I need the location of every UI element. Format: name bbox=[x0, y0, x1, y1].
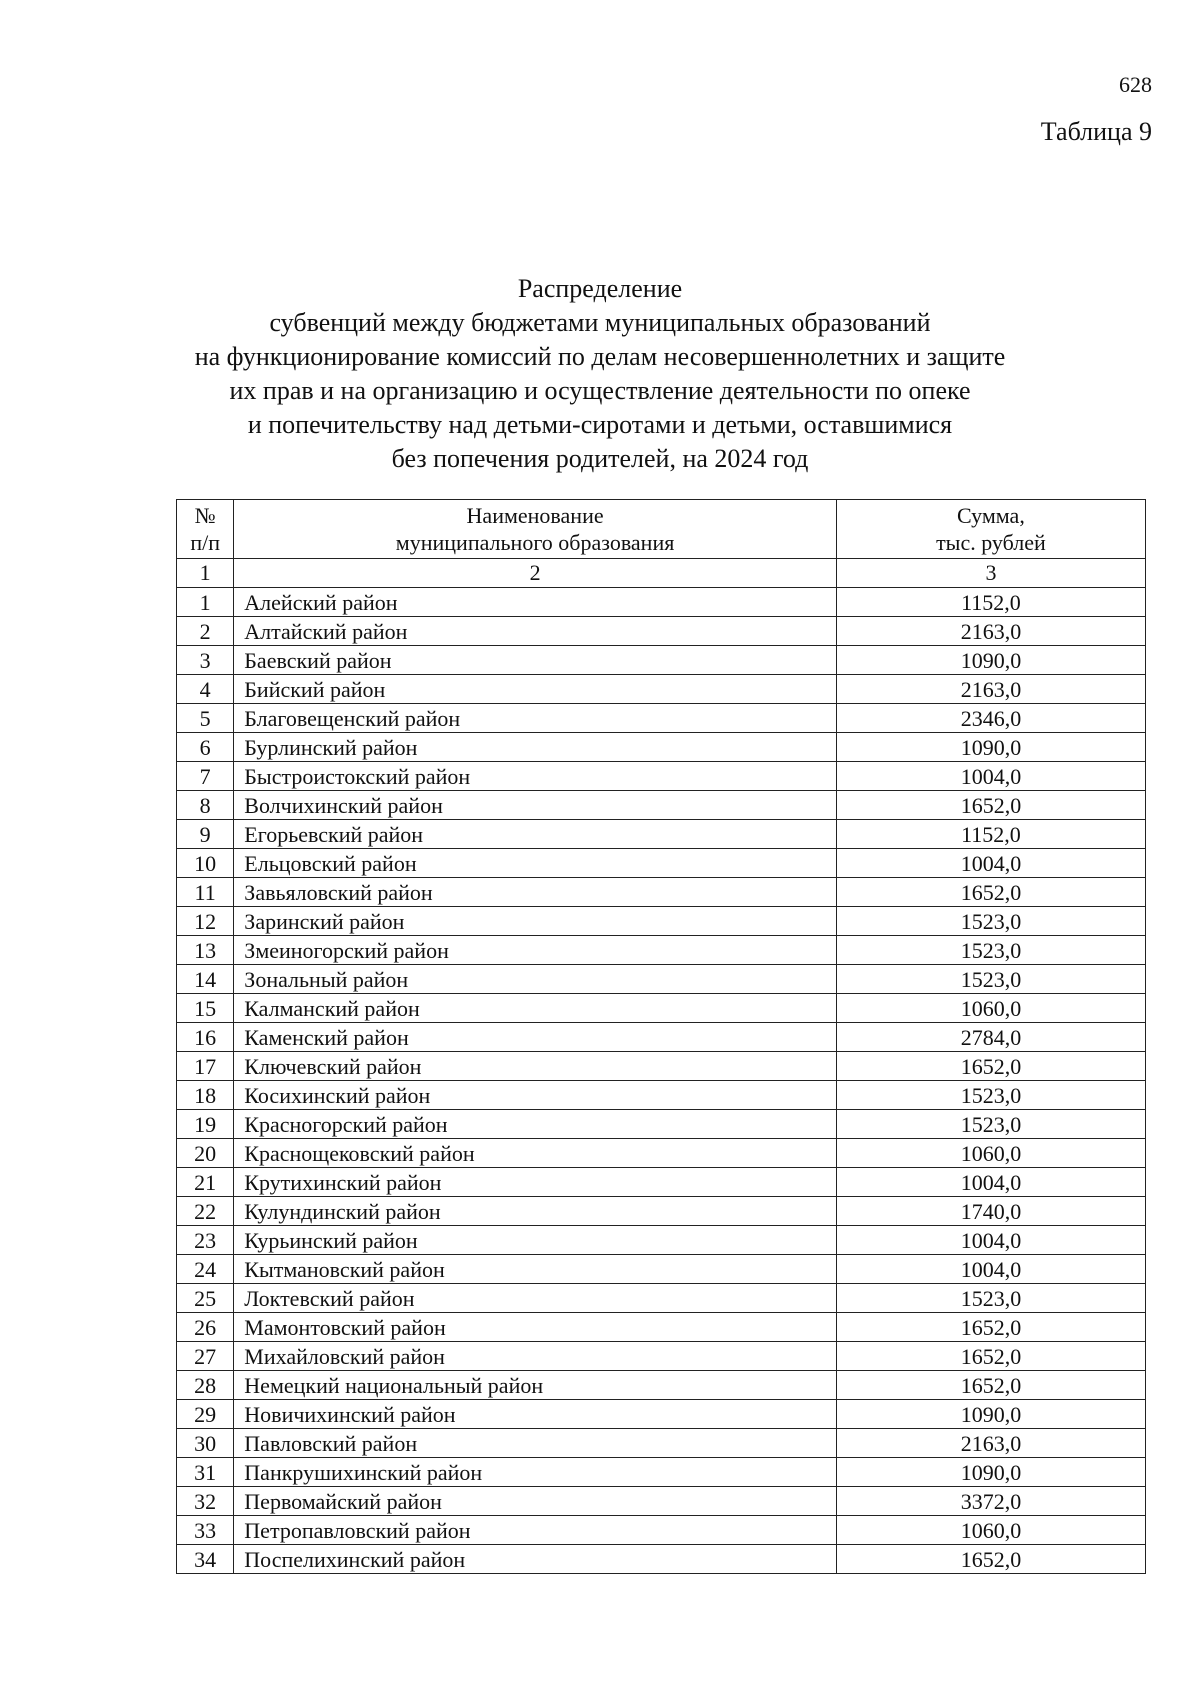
row-name: Первомайский район bbox=[234, 1487, 837, 1516]
row-number: 15 bbox=[177, 994, 234, 1023]
header-name-line: Наименование bbox=[466, 503, 604, 528]
header-sum-line: Сумма, bbox=[957, 503, 1025, 528]
column-index: 2 bbox=[234, 559, 837, 588]
row-name: Красногорский район bbox=[234, 1110, 837, 1139]
row-number: 25 bbox=[177, 1284, 234, 1313]
title-line: без попечения родителей, на 2024 год bbox=[391, 444, 809, 473]
distribution-table bbox=[176, 499, 1146, 1574]
row-name: Поспелихинский район bbox=[234, 1545, 837, 1574]
table-row bbox=[177, 1342, 1146, 1371]
row-number: 8 bbox=[177, 791, 234, 820]
row-number: 31 bbox=[177, 1458, 234, 1487]
row-name: Немецкий национальный район bbox=[234, 1371, 837, 1400]
row-sum: 1060,0 bbox=[836, 994, 1145, 1023]
table-row bbox=[177, 1023, 1146, 1052]
table-row bbox=[177, 820, 1146, 849]
row-number: 12 bbox=[177, 907, 234, 936]
row-name: Баевский район bbox=[234, 646, 837, 675]
table-row bbox=[177, 1081, 1146, 1110]
table-row bbox=[177, 849, 1146, 878]
document-title bbox=[150, 272, 1050, 476]
row-sum: 1004,0 bbox=[836, 1168, 1145, 1197]
table-row bbox=[177, 791, 1146, 820]
row-sum: 2346,0 bbox=[836, 704, 1145, 733]
table-row bbox=[177, 704, 1146, 733]
title-line: на функционирование комиссий по делам несовершеннолетних и защите bbox=[194, 342, 1006, 371]
table-row bbox=[177, 1110, 1146, 1139]
row-sum: 1652,0 bbox=[836, 1342, 1145, 1371]
row-sum: 3372,0 bbox=[836, 1487, 1145, 1516]
row-sum: 1004,0 bbox=[836, 762, 1145, 791]
table-row bbox=[177, 1487, 1146, 1516]
row-number: 9 bbox=[177, 820, 234, 849]
table-row bbox=[177, 1545, 1146, 1574]
row-number: 7 bbox=[177, 762, 234, 791]
row-sum: 1004,0 bbox=[836, 1255, 1145, 1284]
table-row bbox=[177, 878, 1146, 907]
row-name: Панкрушихинский район bbox=[234, 1458, 837, 1487]
table-row bbox=[177, 1226, 1146, 1255]
row-name: Петропавловский район bbox=[234, 1516, 837, 1545]
row-sum: 2784,0 bbox=[836, 1023, 1145, 1052]
table-row bbox=[177, 994, 1146, 1023]
row-number: 11 bbox=[177, 878, 234, 907]
row-name: Ельцовский район bbox=[234, 849, 837, 878]
row-number: 24 bbox=[177, 1255, 234, 1284]
row-name: Мамонтовский район bbox=[234, 1313, 837, 1342]
row-name: Локтевский район bbox=[234, 1284, 837, 1313]
table-row bbox=[177, 1400, 1146, 1429]
row-number: 30 bbox=[177, 1429, 234, 1458]
table-label: Таблица 9 bbox=[1040, 117, 1152, 146]
row-sum: 1004,0 bbox=[836, 1226, 1145, 1255]
row-sum: 1523,0 bbox=[836, 907, 1145, 936]
row-sum: 1652,0 bbox=[836, 1371, 1145, 1400]
row-name: Бийский район bbox=[234, 675, 837, 704]
row-sum: 1004,0 bbox=[836, 849, 1145, 878]
row-name: Завьяловский район bbox=[234, 878, 837, 907]
row-name: Благовещенский район bbox=[234, 704, 837, 733]
row-sum: 2163,0 bbox=[836, 617, 1145, 646]
title-line: субвенций между бюджетами муниципальных образований bbox=[269, 308, 931, 337]
row-name: Волчихинский район bbox=[234, 791, 837, 820]
table-header-row bbox=[177, 500, 1146, 559]
row-number: 19 bbox=[177, 1110, 234, 1139]
row-name: Бурлинский район bbox=[234, 733, 837, 762]
table-row bbox=[177, 762, 1146, 791]
row-sum: 1060,0 bbox=[836, 1516, 1145, 1545]
row-sum: 1523,0 bbox=[836, 1284, 1145, 1313]
row-number: 29 bbox=[177, 1400, 234, 1429]
table-row bbox=[177, 1429, 1146, 1458]
table-row bbox=[177, 675, 1146, 704]
row-number: 10 bbox=[177, 849, 234, 878]
row-name: Косихинский район bbox=[234, 1081, 837, 1110]
table-row bbox=[177, 733, 1146, 762]
row-name: Курьинский район bbox=[234, 1226, 837, 1255]
row-number: 17 bbox=[177, 1052, 234, 1081]
title-line: и попечительству над детьми-сиротами и детьми, оставшимися bbox=[247, 410, 953, 439]
title-line: их прав и на организацию и осуществление деятельности по опеке bbox=[229, 376, 971, 405]
row-name: Заринский район bbox=[234, 907, 837, 936]
row-sum: 1523,0 bbox=[836, 1110, 1145, 1139]
row-name: Павловский район bbox=[234, 1429, 837, 1458]
row-name: Кытмановский район bbox=[234, 1255, 837, 1284]
table-row bbox=[177, 1139, 1146, 1168]
row-name: Ключевский район bbox=[234, 1052, 837, 1081]
row-sum: 2163,0 bbox=[836, 675, 1145, 704]
table-row bbox=[177, 936, 1146, 965]
header-number-line: п/п bbox=[190, 530, 220, 555]
column-index-row bbox=[177, 559, 1146, 588]
table-row bbox=[177, 965, 1146, 994]
row-number: 32 bbox=[177, 1487, 234, 1516]
table-row bbox=[177, 907, 1146, 936]
header-number-line: № bbox=[194, 503, 216, 528]
row-sum: 1523,0 bbox=[836, 936, 1145, 965]
column-index: 1 bbox=[177, 559, 234, 588]
row-number: 2 bbox=[177, 617, 234, 646]
row-number: 6 bbox=[177, 733, 234, 762]
table-row bbox=[177, 1197, 1146, 1226]
table-row bbox=[177, 1284, 1146, 1313]
row-sum: 1152,0 bbox=[836, 588, 1145, 617]
table-row bbox=[177, 1313, 1146, 1342]
row-sum: 1090,0 bbox=[836, 646, 1145, 675]
header-sum bbox=[836, 500, 1145, 559]
row-sum: 1090,0 bbox=[836, 1400, 1145, 1429]
table-row bbox=[177, 1516, 1146, 1545]
row-number: 16 bbox=[177, 1023, 234, 1052]
row-name: Алейский район bbox=[234, 588, 837, 617]
row-number: 1 bbox=[177, 588, 234, 617]
row-sum: 2163,0 bbox=[836, 1429, 1145, 1458]
row-name: Крутихинский район bbox=[234, 1168, 837, 1197]
table-row bbox=[177, 646, 1146, 675]
row-number: 3 bbox=[177, 646, 234, 675]
row-sum: 1090,0 bbox=[836, 1458, 1145, 1487]
table-row bbox=[177, 1052, 1146, 1081]
column-index: 3 bbox=[836, 559, 1145, 588]
header-name-line: муниципального образования bbox=[395, 530, 675, 555]
row-name: Змеиногорский район bbox=[234, 936, 837, 965]
row-sum: 1652,0 bbox=[836, 791, 1145, 820]
header-number bbox=[177, 500, 234, 559]
table-row bbox=[177, 1168, 1146, 1197]
row-name: Михайловский район bbox=[234, 1342, 837, 1371]
row-sum: 1523,0 bbox=[836, 1081, 1145, 1110]
table-row bbox=[177, 617, 1146, 646]
header-name bbox=[234, 500, 837, 559]
row-name: Кулундинский район bbox=[234, 1197, 837, 1226]
row-number: 21 bbox=[177, 1168, 234, 1197]
row-number: 34 bbox=[177, 1545, 234, 1574]
row-number: 26 bbox=[177, 1313, 234, 1342]
row-sum: 1652,0 bbox=[836, 878, 1145, 907]
row-sum: 1090,0 bbox=[836, 733, 1145, 762]
row-number: 28 bbox=[177, 1371, 234, 1400]
table-row bbox=[177, 1371, 1146, 1400]
row-name: Быстроистокский район bbox=[234, 762, 837, 791]
page-number: 628 bbox=[1119, 72, 1152, 97]
row-sum: 1740,0 bbox=[836, 1197, 1145, 1226]
header-sum-line: тыс. рублей bbox=[936, 530, 1046, 555]
row-number: 4 bbox=[177, 675, 234, 704]
row-number: 27 bbox=[177, 1342, 234, 1371]
title-line: Распределение bbox=[517, 274, 683, 303]
row-number: 23 bbox=[177, 1226, 234, 1255]
row-name: Егорьевский район bbox=[234, 820, 837, 849]
table-row bbox=[177, 1458, 1146, 1487]
row-number: 22 bbox=[177, 1197, 234, 1226]
row-number: 14 bbox=[177, 965, 234, 994]
row-number: 5 bbox=[177, 704, 234, 733]
row-name: Каменский район bbox=[234, 1023, 837, 1052]
row-name: Краснощековский район bbox=[234, 1139, 837, 1168]
row-sum: 1652,0 bbox=[836, 1313, 1145, 1342]
row-sum: 1652,0 bbox=[836, 1052, 1145, 1081]
row-number: 33 bbox=[177, 1516, 234, 1545]
row-name: Калманский район bbox=[234, 994, 837, 1023]
row-sum: 1652,0 bbox=[836, 1545, 1145, 1574]
row-name: Новичихинский район bbox=[234, 1400, 837, 1429]
row-sum: 1523,0 bbox=[836, 965, 1145, 994]
row-sum: 1152,0 bbox=[836, 820, 1145, 849]
row-sum: 1060,0 bbox=[836, 1139, 1145, 1168]
table-row bbox=[177, 1255, 1146, 1284]
row-name: Зональный район bbox=[234, 965, 837, 994]
row-number: 18 bbox=[177, 1081, 234, 1110]
row-number: 20 bbox=[177, 1139, 234, 1168]
table-row bbox=[177, 588, 1146, 617]
row-name: Алтайский район bbox=[234, 617, 837, 646]
row-number: 13 bbox=[177, 936, 234, 965]
